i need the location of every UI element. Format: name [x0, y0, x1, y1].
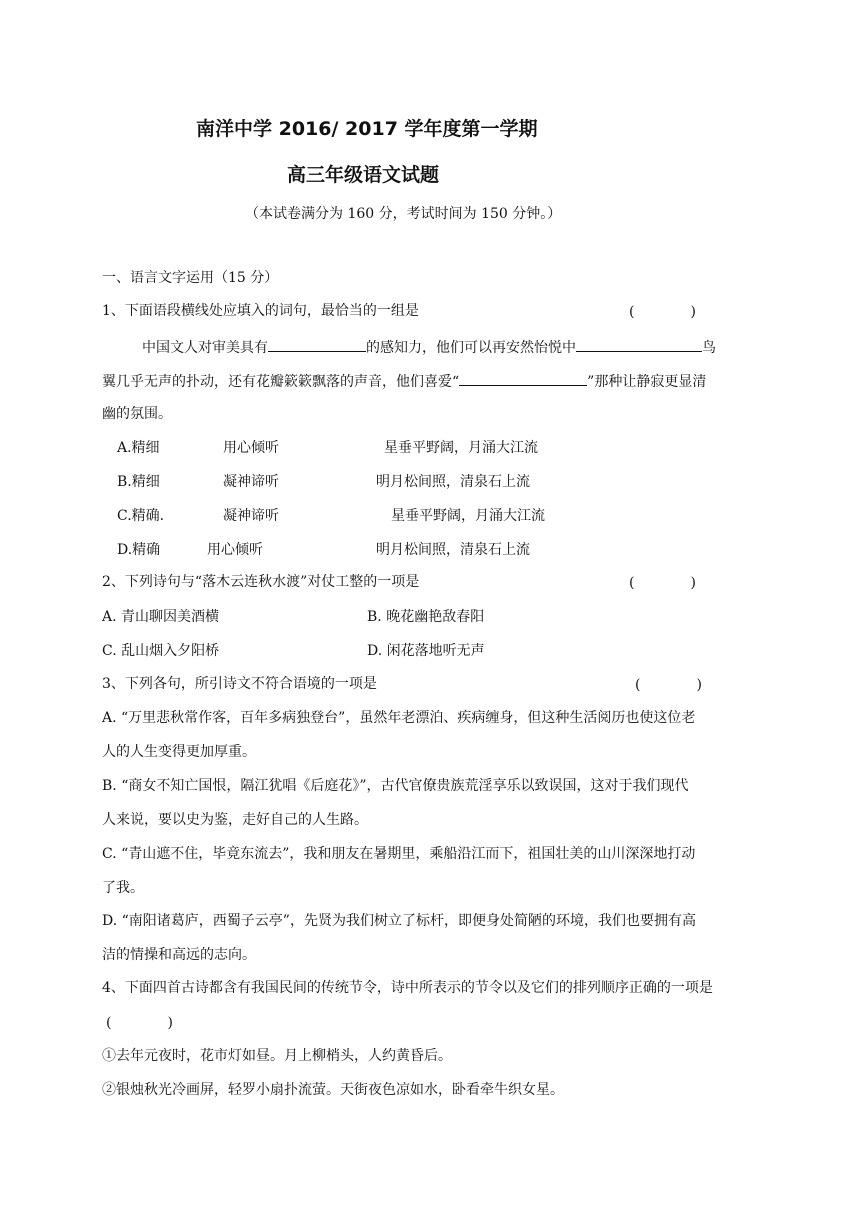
q1-passage-line3: 幽的氛围。	[102, 406, 172, 422]
q3-option-d-line2: 洁的情操和高远的志向。	[102, 947, 256, 963]
q2-option-b: B. 晚花幽艳敌春阳	[367, 609, 485, 625]
q2-answer-paren: ( )	[629, 575, 696, 591]
q3-option-b-line2: 人来说，要以史为鉴，走好自己的人生路。	[102, 812, 368, 828]
q1-option-d-poem: 明月松间照，清泉石上流	[376, 542, 530, 558]
q4-poem-1: ①去年元夜时，花市灯如昼。月上柳梢头，人约黄昏后。	[102, 1048, 452, 1064]
q1-stem: 1、下面语段横线处应填入的词句，最恰当的一组是	[102, 303, 419, 319]
q2-option-c: C. 乱山烟入夕阳桥	[102, 643, 220, 659]
q1-passage-text: 翼几乎无声的扑动，还有花瓣簌簌飘落的声音，他们喜爱“	[102, 374, 460, 390]
q1-blank-2	[576, 336, 702, 352]
q1-blank-3	[459, 370, 587, 386]
q3-option-a-line1: A. “万里悲秋常作客，百年多病独登台”，虽然年老漂泊、疾病缠身，但这种生活阅历也使这位老	[102, 710, 696, 726]
q1-blank-1	[268, 336, 366, 352]
q1-option-c-word: 凝神谛听	[223, 508, 279, 524]
q1-option-a-poem: 星垂平野阔，月涌大江流	[384, 440, 538, 456]
q2-option-d: D. 闲花落地听无声	[367, 643, 485, 659]
q3-option-b-line1: B. “商女不知亡国恨，隔江犹唱《后庭花》”，古代官僚贵族荒淫享乐以致误国，这对于我们现代	[102, 778, 689, 794]
q3-option-c-line2: 了我。	[102, 880, 144, 896]
q2-stem: 2、下列诗句与“落木云连秋水渡”对仗工整的一项是	[102, 574, 420, 590]
q1-option-b-poem: 明月松间照，清泉石上流	[376, 474, 530, 490]
q1-option-b-word: 凝神谛听	[223, 474, 279, 490]
q1-passage-text: 的感知力，他们可以再安然怡悦中	[366, 340, 576, 356]
exam-title: 南洋中学 2016/ 2017 学年度第一学期	[196, 118, 538, 140]
q1-passage-text: 中国文人对审美具有	[142, 340, 268, 356]
q3-option-c-line1: C. “青山遮不住，毕竟东流去”，我和朋友在暑期里，乘船沿江而下，祖国壮美的山川深深地打动	[102, 846, 696, 862]
q1-passage-text: ”那种让静寂更显清	[587, 374, 707, 390]
section-heading: 一、语言文字运用（15 分）	[102, 270, 279, 286]
q3-option-a-line2: 人的人生变得更加厚重。	[102, 744, 256, 760]
q1-option-a-word: 用心倾听	[223, 440, 279, 456]
q3-option-d-line1: D. “南阳诸葛庐，西蜀子云亭”，先贤为我们树立了标杆，即便身处简陋的环境，我们也要拥有高	[102, 913, 696, 929]
exam-subtitle: 高三年级语文试题	[287, 164, 440, 186]
q1-option-b-letter: B.精细	[117, 474, 160, 490]
q1-option-d-word: 用心倾听	[207, 542, 263, 558]
q1-answer-paren: ( )	[629, 304, 696, 320]
q2-option-a: A. 青山聊因美酒横	[102, 609, 220, 625]
q1-option-c-poem: 星垂平野阔，月涌大江流	[391, 508, 545, 524]
q1-passage-line2	[102, 370, 706, 392]
q1-option-d-letter: D.精确	[117, 542, 161, 558]
q3-answer-paren: ( )	[635, 677, 702, 693]
exam-note: （本试卷满分为 160 分，考试时间为 150 分钟。）	[245, 206, 562, 222]
q1-passage-line1	[142, 336, 716, 358]
q1-option-a-letter: A.精细	[117, 440, 160, 456]
q4-poem-2: ②银烛秋光冷画屏，轻罗小扇扑流萤。天街夜色凉如水，卧看牵牛织女星。	[102, 1082, 564, 1098]
q1-option-c-letter: C.精确.	[117, 508, 165, 524]
q4-answer-paren: ( )	[106, 1015, 173, 1031]
q1-passage-text: 鸟	[702, 340, 716, 356]
q4-stem: 4、下面四首古诗都含有我国民间的传统节令，诗中所表示的节令以及它们的排列顺序正确的一项是	[102, 980, 713, 996]
q3-stem: 3、下列各句，所引诗文不符合语境的一项是	[102, 676, 377, 692]
